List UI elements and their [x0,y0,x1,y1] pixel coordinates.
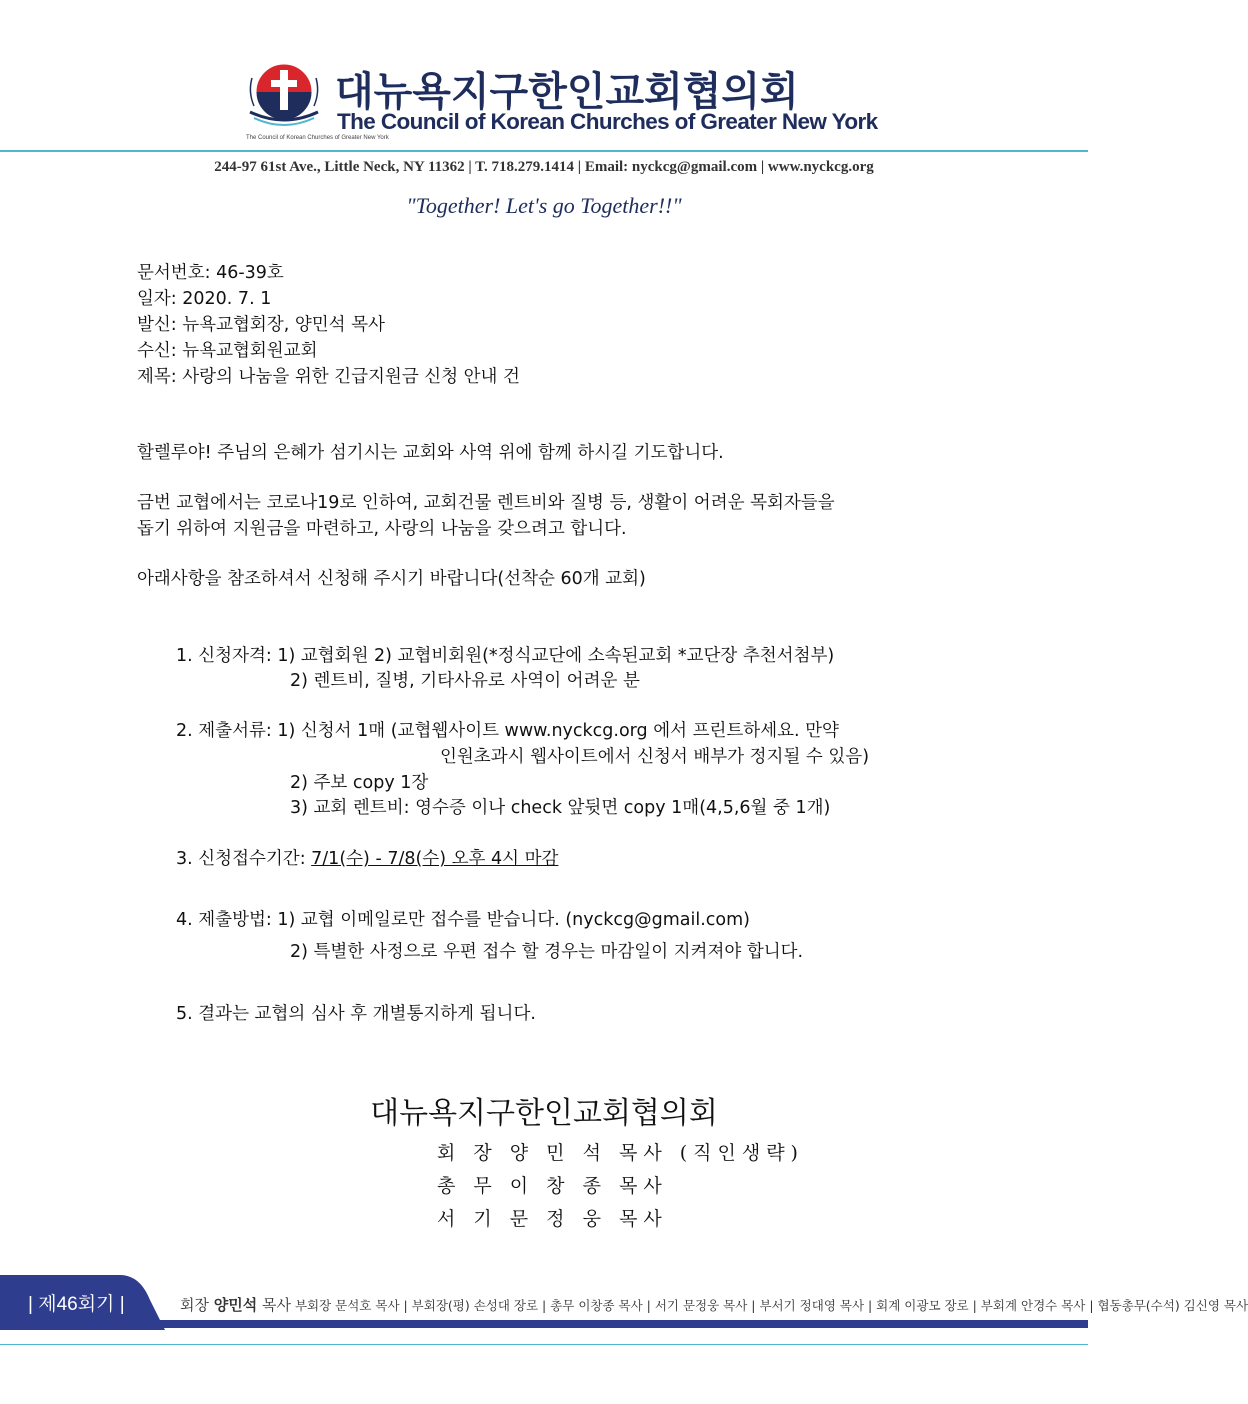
greeting: 할렐루야! 주님의 은혜가 섬기시는 교회와 사역 위에 함께 하시길 기도합니다. [137,443,724,463]
item-period-label: 3. 신청접수기간: [176,849,312,869]
item-result: 5. 결과는 교협의 심사 후 개별통지하게 됩니다. [176,1004,536,1024]
signature-org-name: 대뉴욕지구한인교회협의회 [370,1096,718,1131]
signature-secretary-general: 총 무 이 창 종 목사 [437,1175,668,1197]
footer-rule [120,1320,1088,1328]
contact-info: 244-97 61st Ave., Little Neck, NY 11362 | T. 718.279.1414 | Email: nyckcg@gmail.com | www.nyckcg.org [214,159,874,175]
document-number: 문서번호: 46-39호 [137,263,284,283]
document-recipient: 수신: 뉴욕교협회원교회 [137,341,318,361]
item-documents-line2: 인원초과시 웹사이트에서 신청서 배부가 정지될 수 있음) [440,747,870,767]
item-eligibility-line2: 2) 렌트비, 질병, 기타사유로 사역이 어려운 분 [290,671,640,691]
document-sender: 발신: 뉴욕교협회장, 양민석 목사 [137,315,385,335]
logo-caption: The Council of Korean Churches of Greater New York [246,135,389,141]
cross-emblem-icon [244,58,324,130]
item-documents-line4: 3) 교회 렌트비: 영수증 이나 check 앞뒷면 copy 1매(4,5,6월 중 1개) [290,798,831,818]
paragraph-line: 돕기 위하여 지원금을 마련하고, 사랑의 나눔을 갖으려고 합니다. [137,519,627,539]
paragraph-line: 금번 교협에서는 코로나19로 인하여, 교회건물 렌트비와 질병 등, 생활이 어려운 목회자들을 [137,493,835,513]
footer-officers [180,1294,1248,1315]
org-name-english: The Council of Korean Churches of Greater New York [337,109,878,134]
item-documents: 2. 제출서류: 1) 신청서 1매 (교협웹사이트 www.nyckcg.org 에서 프린트하세요. 만약 [176,721,839,741]
item-eligibility: 1. 신청자격: 1) 교협회원 2) 교협비회원(*정식교단에 소속된교회 *교단장 추천서첨부) [176,646,835,666]
signature-clerk: 서 기 문 정 웅 목사 [437,1208,668,1230]
org-name-korean: 대뉴욕지구한인교회협의회 [335,69,799,115]
document-subject: 제목: 사랑의 나눔을 위한 긴급지원금 신청 안내 건 [137,367,520,387]
footer-officer-list: 부회장 문석호 목사 | 부회장(평) 손성대 장로 | 총무 이창종 목사 | 서기 문정웅 목사 | 부서기 정대영 목사 | 회계 이광모 장로 | 부회계 안경수 목사 | 협동총무(수석) 김신영 목사 [294,1298,1248,1313]
footer-president: 회장 양민석 목사 [180,1296,291,1314]
footer-session: | 제46회기 | [28,1294,125,1315]
item-method: 4. 제출방법: 1) 교협 이메일로만 접수를 받습니다. (nyckcg@gmail.com) [176,910,750,930]
paragraph-line: 아래사항을 참조하셔서 신청해 주시기 바랍니다(선착순 60개 교회) [137,569,646,589]
document-date: 일자: 2020. 7. 1 [137,289,272,309]
item-period [176,845,558,870]
item-method-line2: 2) 특별한 사정으로 우편 접수 할 경우는 마감일이 지켜져야 합니다. [290,942,804,962]
signature-president: 회 장 양 민 석 목사 (직인생략) [437,1142,804,1164]
item-documents-line3: 2) 주보 copy 1장 [290,773,429,793]
header-divider [0,150,1088,152]
footer-divider [0,1344,1088,1345]
item-period-value: 7/1(수) - 7/8(수) 오후 4시 마감 [311,849,559,869]
motto: "Together! Let's go Together!!" [406,193,682,218]
